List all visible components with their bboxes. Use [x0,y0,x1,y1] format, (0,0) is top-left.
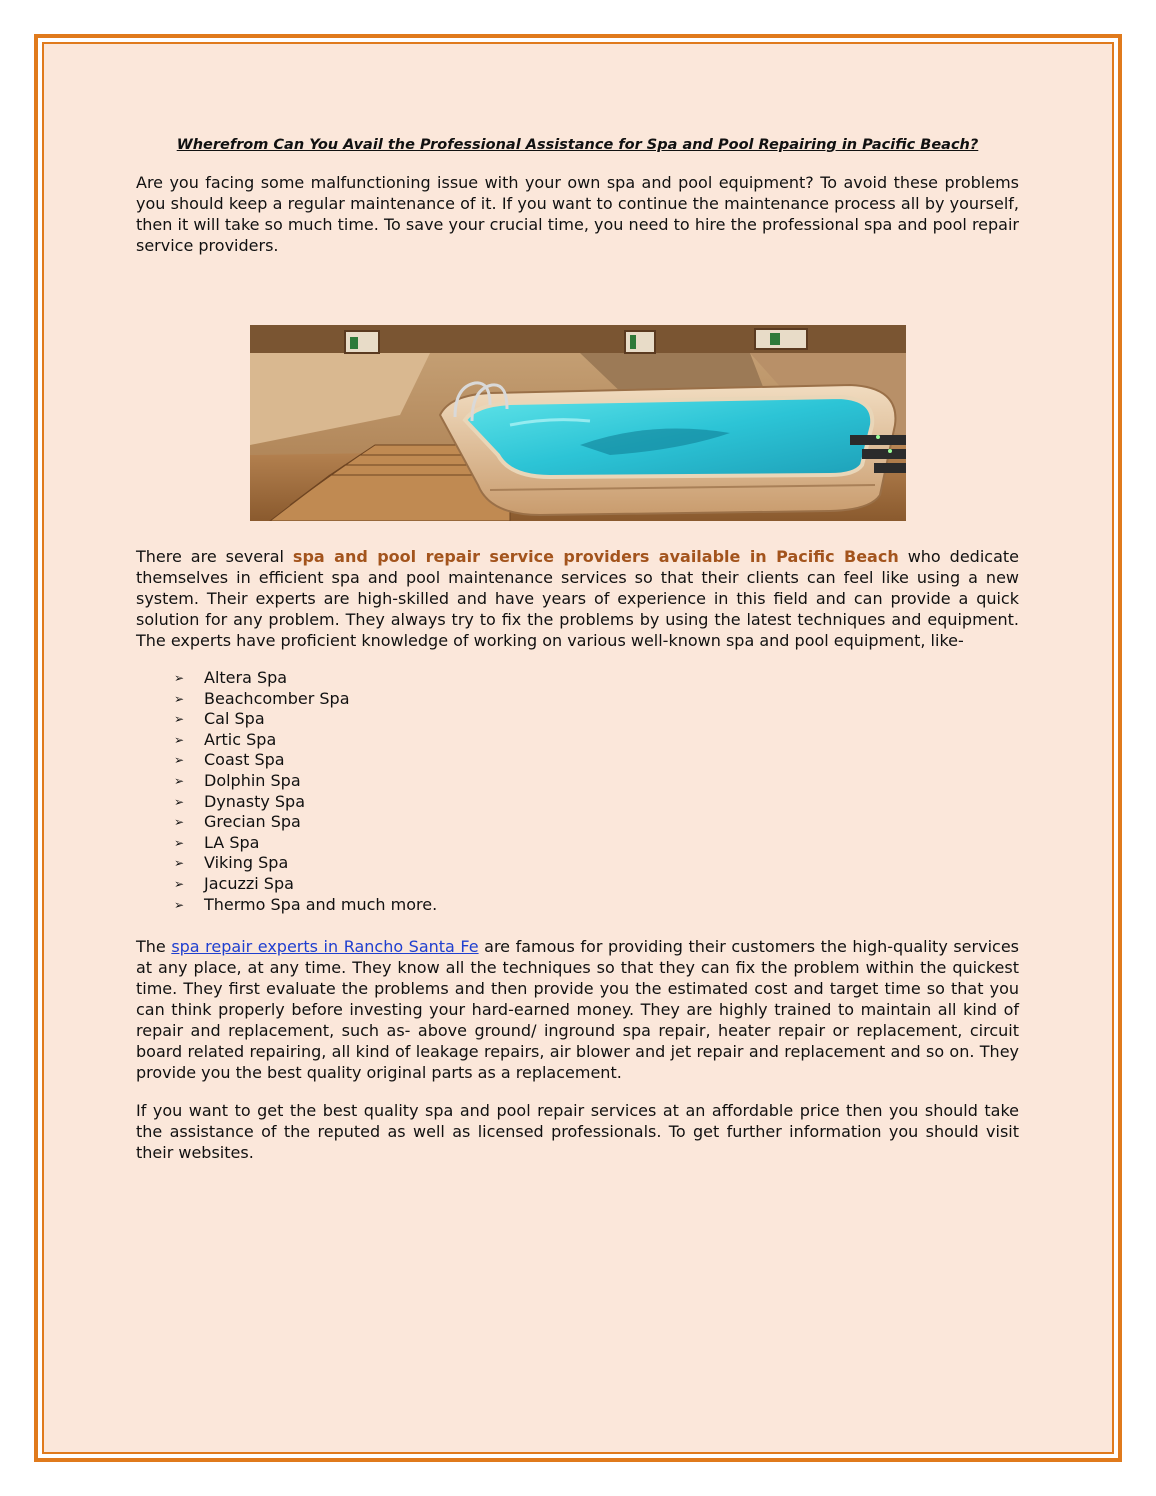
brand-name: Artic Spa [204,729,277,749]
list-item [136,792,1019,813]
brand-name: Dolphin Spa [204,770,301,790]
list-item [136,812,1019,833]
intro-paragraph: Are you facing some malfunctioning issue with your own spa and pool equipment? To avoid these problems you should keep a regular maintenance of it. If you want to continue the maintenance process all by yourself, then it will take so much time. To save your crucial time, you need to hire the professional spa and pool repair service providers. [136,173,1019,255]
brand-name: Jacuzzi Spa [204,873,294,893]
brand-name: Beachcomber Spa [204,688,350,708]
brand-name: Cal Spa [204,709,265,729]
arrow-bullet-icon: ➢ [174,897,185,912]
brand-name: Coast Spa [204,750,285,770]
pool-photo-illustration [250,325,906,521]
arrow-bullet-icon: ➢ [174,794,185,809]
closing-paragraph: If you want to get the best quality spa and pool repair services at an affordable price then you should take the assistance of the reputed as well as licensed professionals. To get further information you should visit their websites. [136,1101,1019,1163]
brand-name: LA Spa [204,832,260,852]
arrow-bullet-icon: ➢ [174,732,185,747]
brand-name: Altera Spa [204,668,288,687]
list-item [136,874,1019,895]
experts-paragraph-lead: The [136,937,172,957]
arrow-bullet-icon: ➢ [174,835,185,850]
list-item [136,895,1019,916]
rancho-santa-fe-link[interactable]: spa repair experts in Rancho Santa Fe [171,937,479,957]
providers-paragraph-lead: There are several [136,547,293,566]
arrow-bullet-icon: ➢ [174,712,185,727]
providers-highlight: spa and pool repair service providers available in Pacific Beach [292,547,899,566]
list-item [136,833,1019,854]
arrow-bullet-icon: ➢ [174,815,185,830]
arrow-bullet-icon: ➢ [174,753,185,768]
list-item [136,750,1019,771]
list-item [136,853,1019,874]
arrow-bullet-icon: ➢ [174,671,185,685]
experts-paragraph-rest: are famous for providing their customers the high-quality services at any place, at any time. They know all the techniques so that they can fix the problem within the quickest time. They first evaluate the problems and then provide you the estimated cost and target time so that you can think properly before investing your hard-earned money. They are highly trained to maintain all kind of repair and replacement, such as- above ground/ inground spa repair, heater repair or replacement, circuit board related repairing, all kind of leakage repairs, air blower and jet repair and replacement and so on. They provide you the best quality original parts as a replacement. [136,937,1019,1083]
document-title: Wherefrom Can You Avail the Professional Assistance for Spa and Pool Repairing in Pacific Beach? [176,137,979,153]
list-item [136,689,1019,710]
document-body [136,135,1019,1163]
brand-name: Grecian Spa [204,812,301,832]
brand-name: Dynasty Spa [204,791,306,811]
list-item [136,668,1019,689]
list-item [136,709,1019,730]
providers-paragraph-rest: who dedicate themselves in efficient spa and pool maintenance services so that their clients can feel like using a new system. Their experts are high-skilled and have years of experience in this field and can provide a quick solution for any problem. They always try to fix the problems by using the latest techniques and equipment. The experts have proficient knowledge of working on various well-known spa and pool equipment, like- [136,547,1019,650]
pool-photo [250,325,906,521]
experts-paragraph [136,936,1019,1083]
list-item [136,730,1019,751]
arrow-bullet-icon: ➢ [174,856,185,871]
providers-paragraph [136,546,1019,651]
list-item [136,771,1019,792]
arrow-bullet-icon: ➢ [174,691,185,706]
brand-name: Thermo Spa and much more. [204,894,438,914]
arrow-bullet-icon: ➢ [174,773,185,788]
brand-list [136,668,1019,915]
arrow-bullet-icon: ➢ [174,876,185,891]
brand-name: Viking Spa [204,853,289,873]
